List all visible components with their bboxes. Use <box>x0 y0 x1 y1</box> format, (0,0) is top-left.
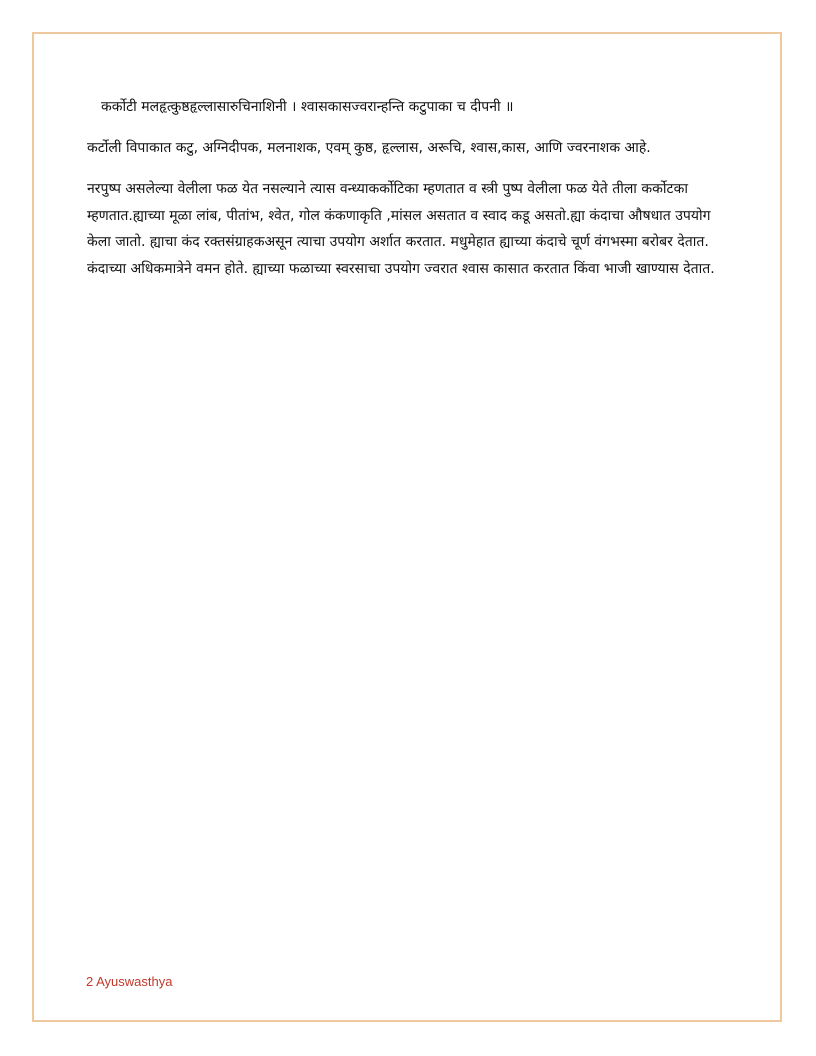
document-body <box>87 96 727 282</box>
sanskrit-verse: कर्कोटी मलहृत्कुष्ठहृल्लासारुचिनाशिनी । श्वासकासज्वरान्हन्ति कटुपाका च दीपनी ॥ <box>101 99 514 115</box>
page-footer: 2 Ayuswasthya <box>86 974 173 989</box>
paragraph-properties: कर्टोली विपाकात कटु, अग्निदीपक, मलनाशक, एवम् कुष्ठ, हृल्लास, अरूचि, श्वास,कास, आणि ज्वरनाशक आहे. <box>87 140 651 156</box>
paragraph-description: नरपुष्प असलेल्या वेलीला फळ येत नसल्याने त्यास वन्ध्याकर्कोटिका म्हणतात व स्त्री पुष्प वेलीला फळ येते तीला कर्कोटका म्हणतात.ह्याच्या मूळा लांब, पीतांभ, श्वेत, गोल कंकणाकृति ,मांसल असतात व स्वाद कडू असतो.ह्या कंदाचा औषधात उपयोग केला जातो. ह्याचा कंद रक्तसंग्राहकअसून त्याचा उपयोग अर्शात करतात. मधुमेहात ह्याच्या कंदाचे चूर्ण वंगभस्मा बरोबर देतात. कंदाच्या अधिकमात्रेने वमन होते. ह्याच्या फळाच्या स्वरसाचा उपयोग ज्वरात श्वास कासात करतात किंवा भाजी खाण्यास देतात. <box>87 181 715 277</box>
